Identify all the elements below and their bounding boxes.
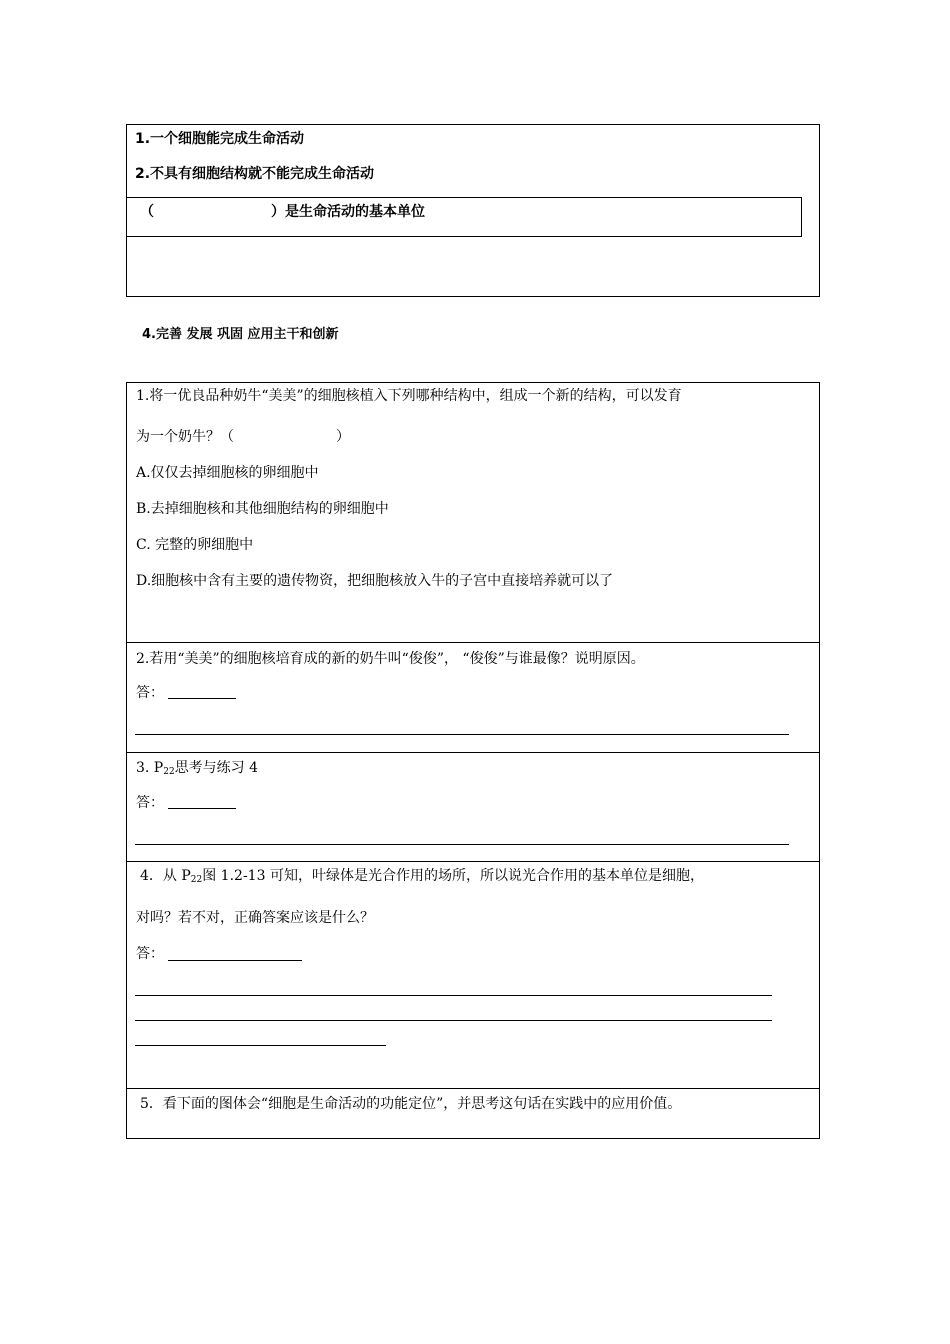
row-divider <box>126 861 820 862</box>
q2-stem: 2.若用“美美”的细胞核培育成的新的奶牛叫“俊俊”， “俊俊”与谁最像？说明原因。 <box>136 651 645 667</box>
q4-stem-line-1 <box>140 867 704 889</box>
q5-stem: 5．看下面的图体会“细胞是生命活动的功能定位”，并思考这句话在实践中的应用价值。 <box>140 1096 682 1112</box>
q3-answer-line <box>135 844 789 845</box>
q4-stem-prefix: 4．从 P <box>140 868 191 884</box>
q4-answer-line-1 <box>135 995 772 996</box>
q1-option-c: C. 完整的卵细胞中 <box>136 537 254 553</box>
row-divider <box>126 752 820 753</box>
q4-answer-label: 答： <box>136 946 164 962</box>
q4-stem-suffix: 图 1.2-13 可知，叶绿体是光合作用的场所，所以说光合作用的基本单位是细胞， <box>202 868 704 884</box>
q1-stem-line-1: 1.将一优良品种奶牛“美美”的细胞核植入下列哪种结构中，组成一个新的结构，可以发育 <box>136 388 682 404</box>
q4-answer-line-2 <box>135 1020 772 1021</box>
summary-line-2: 2.不具有细胞结构就不能完成生命活动 <box>135 166 375 182</box>
q3-stem <box>136 759 258 781</box>
fill-blank-statement: ）是生命活动的基本单位 <box>271 204 425 220</box>
q2-answer-line <box>135 734 789 735</box>
q1-stem-line-2: 为一个奶牛？（ <box>136 429 234 445</box>
q4-answer-line-3 <box>135 1045 386 1046</box>
q1-option-a: A.仅仅去掉细胞核的卵细胞中 <box>136 465 319 481</box>
q1-option-b: B.去掉细胞核和其他细胞结构的卵细胞中 <box>136 501 389 517</box>
q2-answer-short-line <box>168 698 236 699</box>
q4-answer-short-line <box>168 960 302 961</box>
q1-option-d: D.细胞核中含有主要的遗传物资，把细胞核放入牛的子宫中直接培养就可以了 <box>136 573 614 589</box>
row-divider <box>126 642 820 643</box>
row-divider <box>126 1088 820 1089</box>
q3-stem-prefix: 3. P <box>136 760 164 776</box>
summary-line-1: 1.一个细胞能完成生命活动 <box>135 131 305 147</box>
q1-answer-blank-close: ） <box>336 429 350 445</box>
q4-stem-line-2: 对吗？若不对，正确答案应该是什么？ <box>136 910 374 926</box>
q3-answer-label: 答： <box>136 795 164 811</box>
q3-answer-short-line <box>168 808 236 809</box>
q3-stem-suffix: 思考与练习 4 <box>174 760 259 776</box>
fill-blank-box <box>126 197 802 237</box>
section-4-heading: 4.完善 发展 巩固 应用主干和创新 <box>142 327 339 342</box>
q4-page-subscript: 22 <box>190 875 203 885</box>
q2-answer-label: 答： <box>136 685 164 701</box>
q3-page-subscript: 22 <box>163 767 175 777</box>
fill-blank-open: （ <box>140 204 154 220</box>
